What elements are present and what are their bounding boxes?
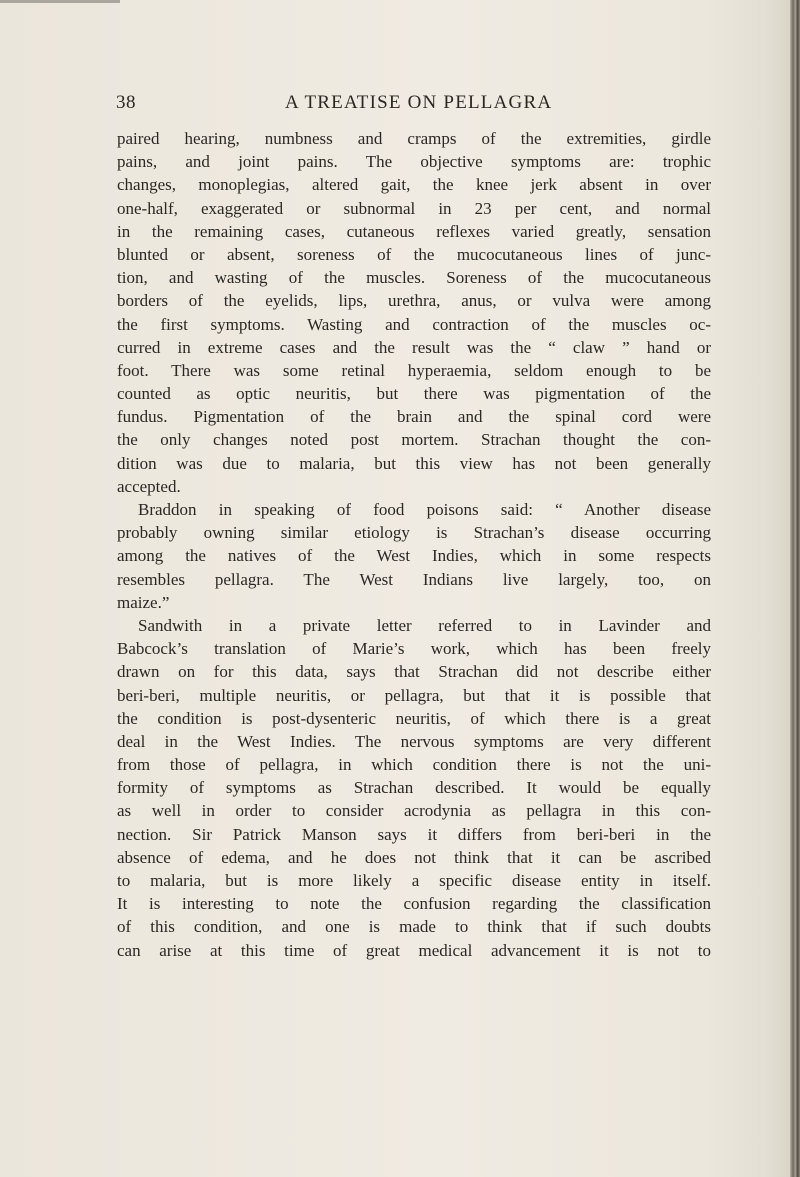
text-line: blunted or absent, soreness of the mucocutaneous lines of junc- xyxy=(117,244,711,264)
text-line: tion, and wasting of the muscles. Soreness of the mucocutaneous xyxy=(117,268,711,288)
text-line: in the remaining cases, cutaneous reflexes varied greatly, sensation xyxy=(117,221,711,241)
text-line: the first symptoms. Wasting and contraction of the muscles oc- xyxy=(117,314,711,334)
top-rule xyxy=(0,0,120,3)
text-line: Braddon in speaking of food poisons said: “ Another disease xyxy=(138,500,711,519)
text-line: accepted. xyxy=(117,476,181,496)
text-line: of this condition, and one is made to think that if such doubts xyxy=(117,917,711,937)
text-line: formity of symptoms as Strachan described. It would be equally xyxy=(117,778,711,798)
text-line: dition was due to malaria, but this view has not been generally xyxy=(117,453,711,473)
text-line: absence of edema, and he does not think that it can be ascribed xyxy=(117,847,711,867)
text-line: one-half, exaggerated or subnormal in 23 per cent, and normal xyxy=(117,198,711,218)
text-line: foot. There was some retinal hyperaemia, seldom enough to be xyxy=(117,360,711,380)
text-line: borders of the eyelids, lips, urethra, anus, or vulva were among xyxy=(117,291,711,311)
text-line: probably owning similar etiology is Strachan’s disease occurring xyxy=(117,523,711,543)
text-line: the condition is post-dysenteric neuritis, of which there is a great xyxy=(117,708,711,728)
text-line: drawn on for this data, says that Strachan did not describe either xyxy=(117,662,711,682)
text-line: nection. Sir Patrick Manson says it differs from beri-beri in the xyxy=(117,824,711,844)
text-line: curred in extreme cases and the result was the “ claw ” hand or xyxy=(117,337,711,357)
text-line: can arise at this time of great medical advancement it is not to xyxy=(117,940,711,960)
text-line: paired hearing, numbness and cramps of the extremities, girdle xyxy=(117,129,711,148)
body-text xyxy=(117,127,711,962)
text-line: It is interesting to note the confusion regarding the classification xyxy=(117,894,711,914)
text-line: changes, monoplegias, altered gait, the knee jerk absent in over xyxy=(117,175,711,195)
text-line: the only changes noted post mortem. Strachan thought the con- xyxy=(117,430,711,450)
text-line: Sandwith in a private letter referred to in Lavinder and xyxy=(138,615,711,635)
text-line: fundus. Pigmentation of the brain and the spinal cord were xyxy=(117,407,711,427)
text-line: counted as optic neuritis, but there was pigmentation of the xyxy=(117,384,711,404)
text-line: beri-beri, multiple neuritis, or pellagra, but that it is possible that xyxy=(117,685,711,705)
text-line: pains, and joint pains. The objective symptoms are: trophic xyxy=(117,152,711,172)
running-title: A TREATISE ON PELLAGRA xyxy=(285,92,553,113)
text-line: among the natives of the West Indies, which in some respects xyxy=(117,546,711,566)
text-line: resembles pellagra. The West Indians live largely, too, on xyxy=(117,569,711,589)
text-line: from those of pellagra, in which condition there is not the uni- xyxy=(117,755,711,775)
page-edge xyxy=(790,0,800,1177)
text-line: deal in the West Indies. The nervous symptoms are very different xyxy=(117,731,711,751)
text-line: maize.” xyxy=(117,592,170,612)
page-number: 38 xyxy=(116,92,136,113)
text-line: as well in order to consider acrodynia as pellagra in this con- xyxy=(117,801,711,821)
text-line: Babcock’s translation of Marie’s work, which has been freely xyxy=(117,639,711,659)
text-line: to malaria, but is more likely a specific disease entity in itself. xyxy=(117,871,711,890)
